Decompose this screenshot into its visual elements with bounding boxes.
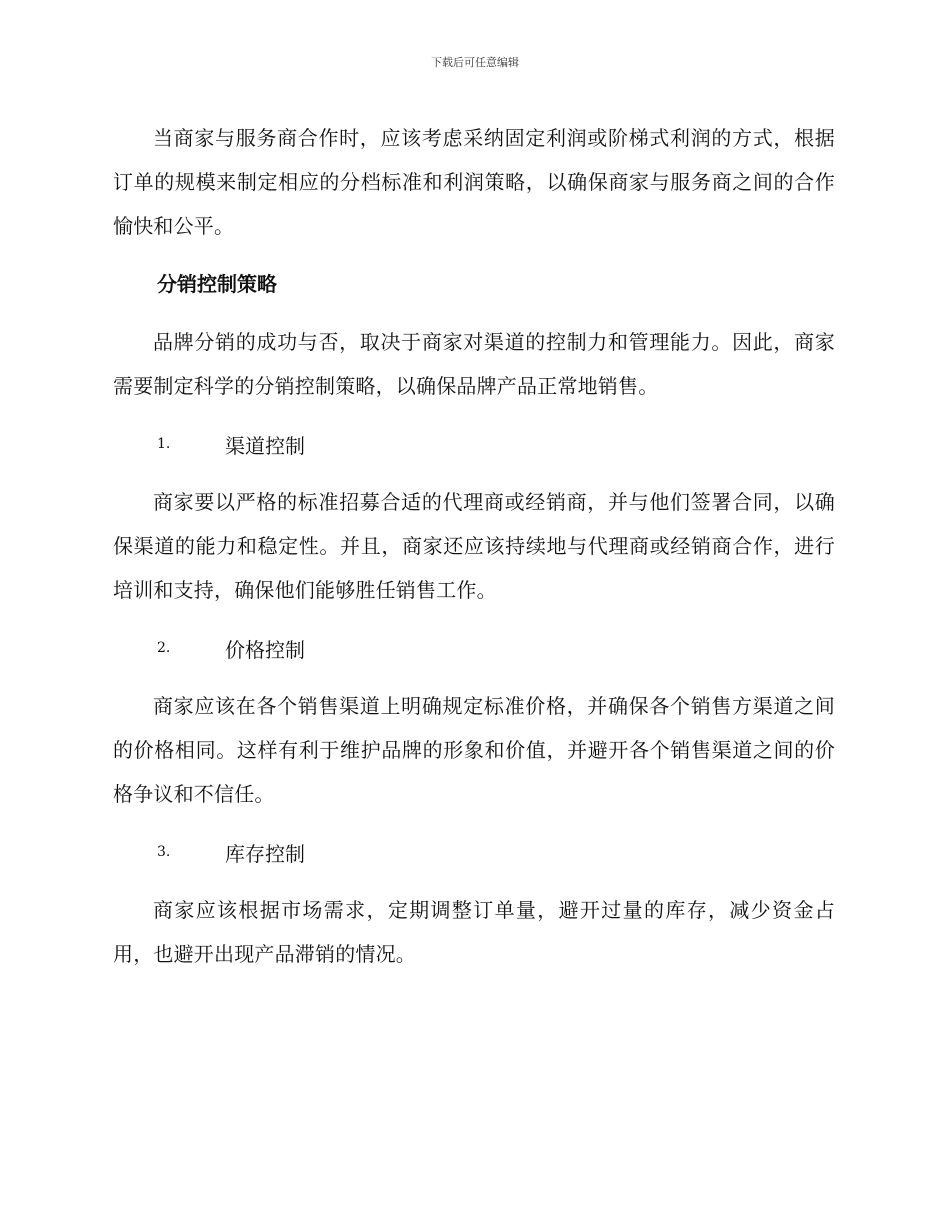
list-title: 价格控制 [225,637,305,662]
list-number: 3. [157,844,171,860]
spacer [113,816,835,830]
list-title: 渠道控制 [225,433,305,458]
spacer [113,670,835,684]
header-note: 下载后可任意编辑 [431,56,519,69]
section-paragraph: 品牌分销的成功与否，取决于商家对渠道的控制力和管理能力。因此，商家需要制定科学的分销控制策略，以确保品牌产品正常地销售。 [113,330,835,398]
list-item-channel-control [113,422,835,466]
channel-control-paragraph: 商家要以严格的标准招募合适的代理商或经销商，并与他们签署合同，以确保渠道的能力和稳定性。并且，商家还应该持续地与代理商或经销商合作，进行培训和支持，确保他们能够胜任销售工作。 [113,490,835,602]
spacer [113,306,835,320]
list-number: 2. [157,640,171,656]
spacer [113,248,835,262]
spacer [113,466,835,480]
spacer [113,612,835,626]
intro-paragraph: 当商家与服务商合作时，应该考虑采纳固定利润或阶梯式利润的方式，根据订单的规模来制定相应的分档标准和利润策略，以确保商家与服务商之间的合作愉快和公平。 [113,126,835,238]
spacer [113,874,835,888]
list-number: 1. [157,436,171,452]
list-item-inventory-control [113,830,835,874]
price-control-paragraph: 商家应该在各个销售渠道上明确规定标准价格，并确保各个销售方渠道之间的价格相同。这样有利于维护品牌的形象和价值，并避开各个销售渠道之间的价格争议和不信任。 [113,694,835,806]
inventory-control-paragraph: 商家应该根据市场需求，定期调整订单量，避开过量的库存，减少资金占用，也避开出现产品滞销的情况。 [113,898,835,966]
list-title: 库存控制 [225,841,305,866]
document-body [113,116,835,976]
spacer [113,408,835,422]
section-heading: 分销控制策略 [157,272,277,296]
list-item-price-control [113,626,835,670]
